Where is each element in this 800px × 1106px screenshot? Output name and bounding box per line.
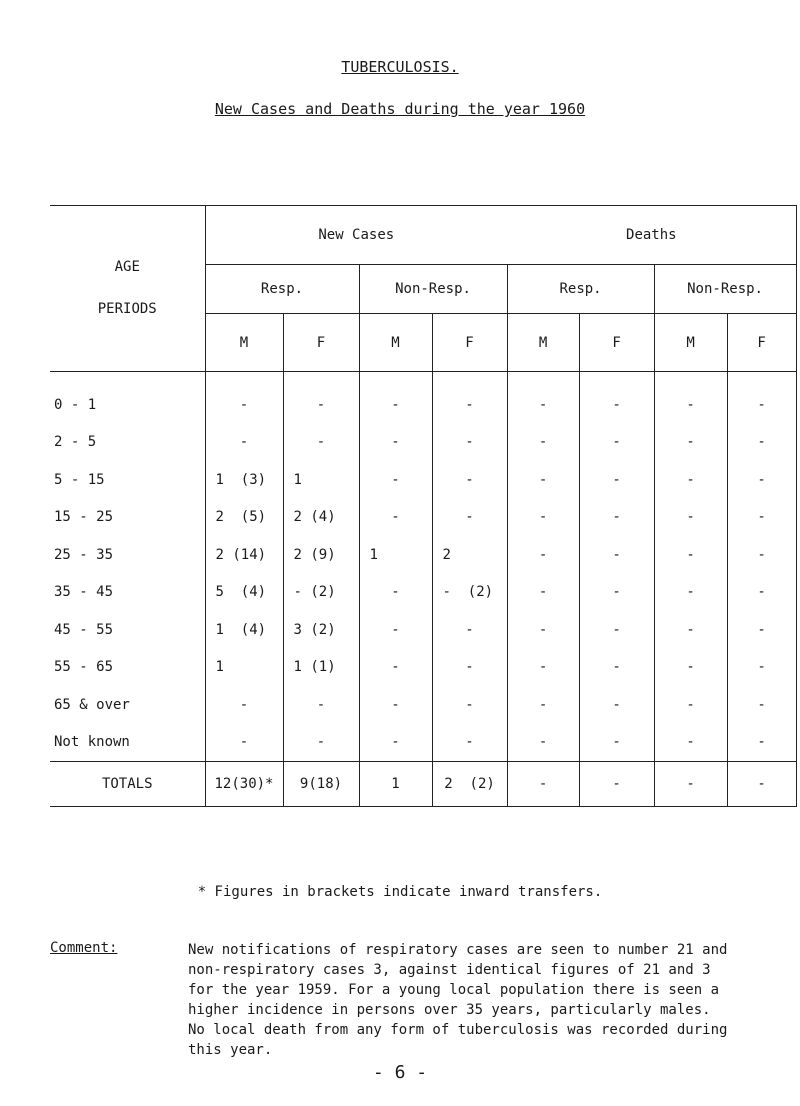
table-cell: - (654, 424, 727, 462)
table-cell: - (205, 424, 283, 462)
tuberculosis-table (50, 205, 797, 807)
table-cell: - (727, 499, 796, 537)
age-period-cell: Not known (54, 734, 130, 751)
age-header-line1: AGE (114, 258, 140, 275)
table-cell: 12(30)* (205, 762, 283, 807)
table-cell: - (507, 461, 579, 499)
table-body (50, 372, 796, 807)
table-cell: 1 (283, 461, 359, 499)
table-cell: - (432, 372, 507, 424)
table-cell: - (654, 372, 727, 424)
table-cell: - (432, 686, 507, 724)
table-cell: - (507, 536, 579, 574)
table-cell: - (579, 611, 654, 649)
table-cell: - (579, 461, 654, 499)
table-cell: - (727, 424, 796, 462)
table-cell: - (654, 461, 727, 499)
sex-f-header: F (579, 314, 654, 372)
table-cell: 2 (2) (432, 762, 507, 807)
table-row (50, 574, 796, 612)
sex-f-header: F (727, 314, 796, 372)
sex-m-header: M (359, 314, 432, 372)
table-cell: 9(18) (283, 762, 359, 807)
table-cell: - (579, 649, 654, 687)
death-resp-header: Resp. (507, 265, 654, 314)
table-cell: 2 (9) (283, 536, 359, 574)
table-cell: - (579, 574, 654, 612)
table-cell: - (654, 724, 727, 762)
table-cell: - (654, 686, 727, 724)
table-row (50, 686, 796, 724)
document-subtitle: New Cases and Deaths during the year 1960 (214, 100, 586, 118)
comment-line: for the year 1959. For a young local population there is seen a (188, 982, 720, 998)
table-cell: - (727, 574, 796, 612)
comment-line: higher incidence in persons over 35 years, particularly males. (188, 1002, 711, 1018)
table-cell: - (359, 424, 432, 462)
new-resp-header: Resp. (205, 265, 359, 314)
table-cell: - (432, 461, 507, 499)
table-cell: - (432, 499, 507, 537)
table-cell: - (727, 724, 796, 762)
age-period-cell: 35 - 45 (54, 584, 114, 601)
table-cell: - (205, 724, 283, 762)
table-cell: 2 (14) (205, 536, 283, 574)
new-cases-header: New Cases (205, 206, 507, 265)
table-cell: - (283, 372, 359, 424)
table-cell: - (359, 724, 432, 762)
table-cell: - (507, 762, 579, 807)
age-period-cell: 2 - 5 (54, 434, 97, 451)
table-cell: 2 (4) (283, 499, 359, 537)
table-cell: - (359, 372, 432, 424)
table-cell: - (507, 499, 579, 537)
sex-f-header: F (432, 314, 507, 372)
table-row (50, 536, 796, 574)
comment-label: Comment: (50, 940, 118, 956)
table-row (50, 372, 796, 424)
table-row (50, 461, 796, 499)
table-cell: 1 (359, 762, 432, 807)
table-cell: - (205, 686, 283, 724)
table-cell: - (507, 372, 579, 424)
age-header-line2: PERIODS (97, 300, 157, 317)
table-row (50, 724, 796, 762)
sex-m-header: M (654, 314, 727, 372)
table-cell: - (507, 424, 579, 462)
table-cell: - (654, 574, 727, 612)
table-cell: - (579, 424, 654, 462)
table-row (50, 424, 796, 462)
table-cell: - (432, 724, 507, 762)
table-cell: 1 (1) (283, 649, 359, 687)
table-cell: - (432, 611, 507, 649)
death-nonresp-header: Non-Resp. (654, 265, 796, 314)
table-cell: - (654, 536, 727, 574)
table-cell: 1 (205, 649, 283, 687)
table-row (50, 611, 796, 649)
table-cell: 5 (4) (205, 574, 283, 612)
sex-f-header: F (283, 314, 359, 372)
comment-line: non-respiratory cases 3, against identical figures of 21 and 3 (188, 962, 711, 978)
table-cell: - (579, 372, 654, 424)
table-cell: - (579, 499, 654, 537)
table-cell: - (359, 649, 432, 687)
table-cell: - (507, 724, 579, 762)
table-cell: - (507, 686, 579, 724)
table-cell: - (579, 536, 654, 574)
table-cell: - (727, 536, 796, 574)
totals-label: TOTALS (50, 762, 205, 807)
table-cell: - (654, 762, 727, 807)
table-cell: - (654, 649, 727, 687)
document-title: TUBERCULOSIS. (341, 58, 459, 76)
age-period-cell: 5 - 15 (54, 471, 105, 488)
comment-line: No local death from any form of tuberculosis was recorded during (188, 1022, 728, 1038)
comment-line: this year. (188, 1042, 273, 1058)
table-cell: - (2) (432, 574, 507, 612)
table-cell: - (359, 574, 432, 612)
table-cell: - (359, 686, 432, 724)
table-cell: - (579, 724, 654, 762)
age-period-cell: 0 - 1 (54, 396, 97, 413)
table-cell: - (205, 372, 283, 424)
table-cell: - (283, 424, 359, 462)
table-cell: - (359, 499, 432, 537)
deaths-header: Deaths (507, 206, 796, 265)
age-period-cell: 25 - 35 (54, 546, 114, 563)
table-cell: - (283, 686, 359, 724)
table-cell: - (359, 461, 432, 499)
table-row (50, 649, 796, 687)
totals-row (50, 762, 796, 807)
age-period-cell: 15 - 25 (54, 509, 114, 526)
table-cell: - (727, 686, 796, 724)
table-cell: - (727, 762, 796, 807)
new-nonresp-header: Non-Resp. (359, 265, 507, 314)
table-cell: - (507, 611, 579, 649)
table-cell: 1 (3) (205, 461, 283, 499)
table-cell: - (432, 649, 507, 687)
table-cell: - (579, 762, 654, 807)
comment-text (188, 940, 778, 1060)
footnote: * Figures in brackets indicate inward transfers. (197, 884, 603, 900)
table-cell: - (727, 372, 796, 424)
table-cell: - (727, 461, 796, 499)
table-cell: 1 (359, 536, 432, 574)
age-period-cell: 65 & over (54, 696, 130, 713)
table-cell: - (2) (283, 574, 359, 612)
table-cell: - (507, 574, 579, 612)
table-cell: 3 (2) (283, 611, 359, 649)
table-cell: - (432, 424, 507, 462)
table-cell: - (654, 611, 727, 649)
table-cell: - (727, 611, 796, 649)
table-cell: 1 (4) (205, 611, 283, 649)
table-cell: - (654, 499, 727, 537)
table-row (50, 499, 796, 537)
sex-m-header: M (507, 314, 579, 372)
table-cell: 2 (5) (205, 499, 283, 537)
table-cell: - (727, 649, 796, 687)
table-cell: - (359, 611, 432, 649)
table-cell: - (579, 686, 654, 724)
table-cell: - (507, 649, 579, 687)
page-number: - 6 - (372, 1062, 428, 1083)
table-cell: 2 (432, 536, 507, 574)
sex-m-header: M (205, 314, 283, 372)
comment-line: New notifications of respiratory cases are seen to number 21 and (188, 942, 728, 958)
age-periods-header (50, 206, 205, 372)
table-cell: - (283, 724, 359, 762)
age-period-cell: 45 - 55 (54, 621, 114, 638)
age-period-cell: 55 - 65 (54, 659, 114, 676)
